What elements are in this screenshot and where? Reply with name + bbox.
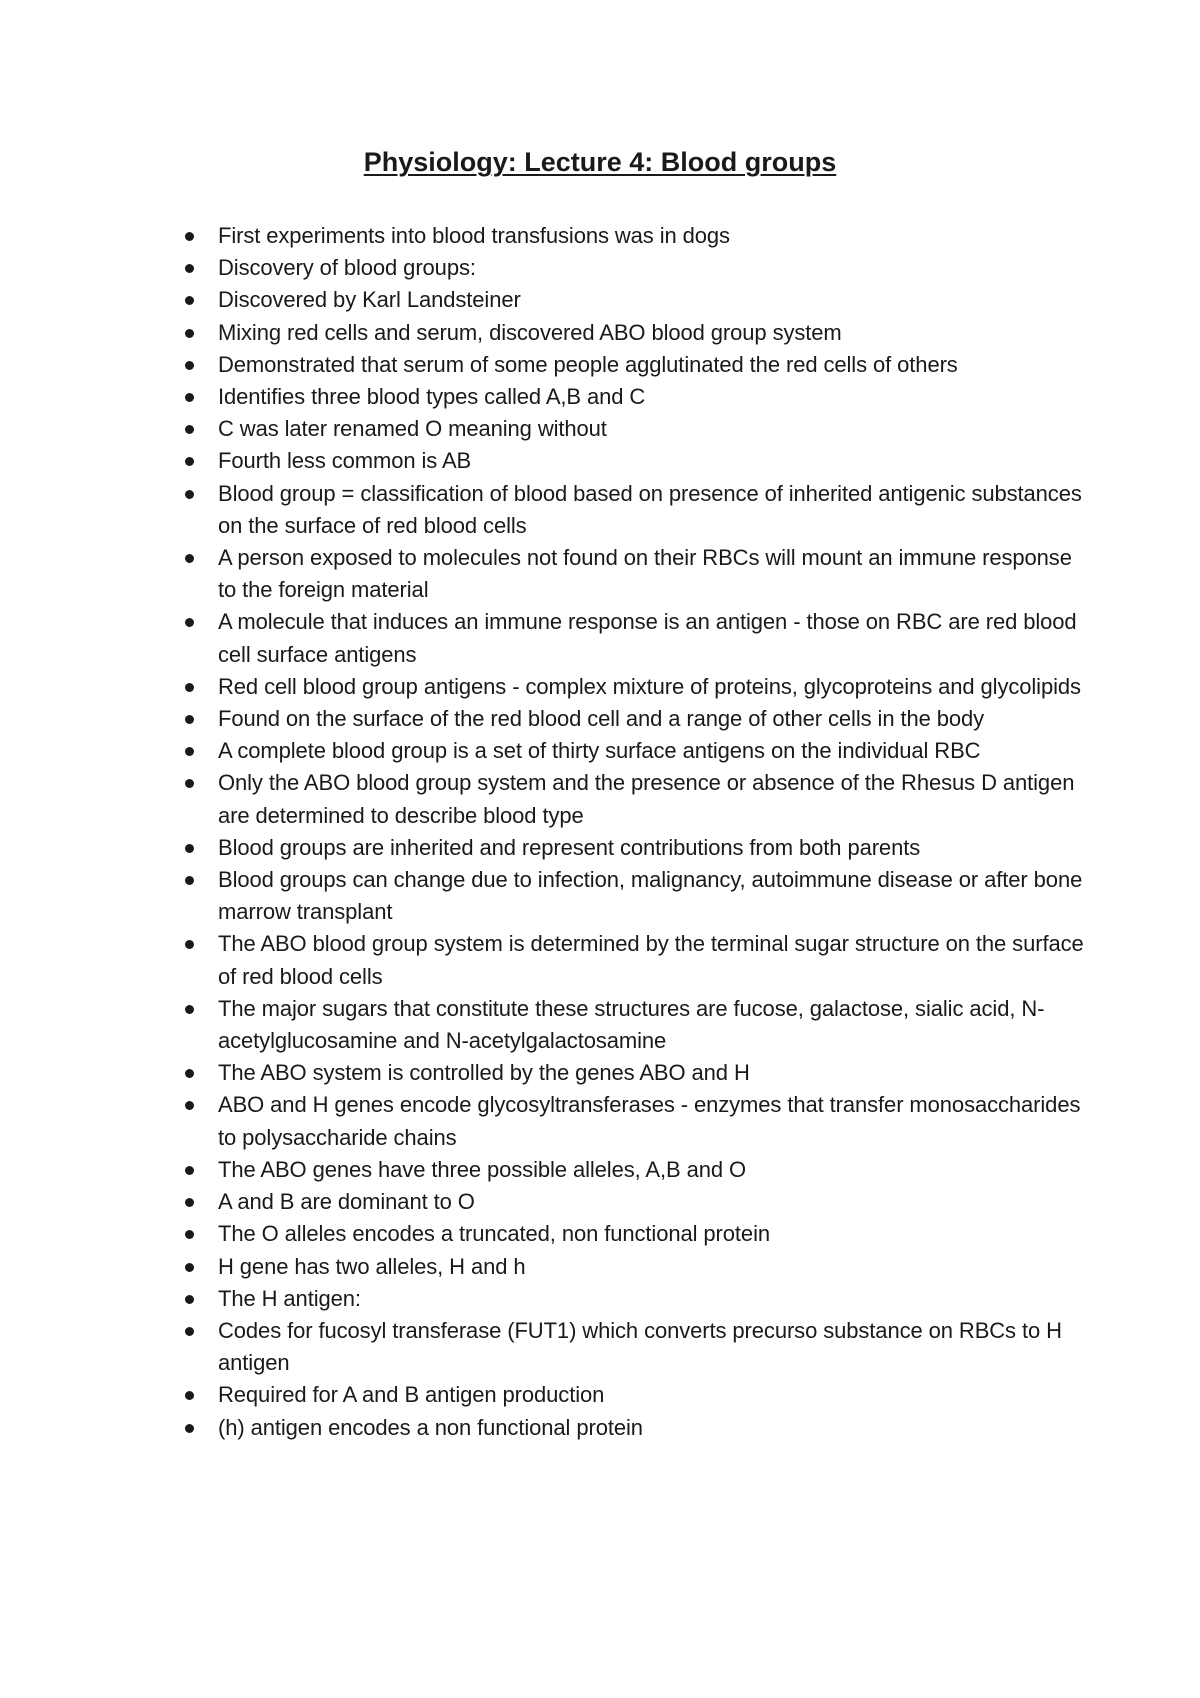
list-item: Only the ABO blood group system and the presence or absence of the Rhesus D antigen are determined to describe blood type xyxy=(185,767,1085,831)
page-title xyxy=(0,145,1200,179)
list-item: Discovered by Karl Landsteiner xyxy=(185,284,1085,316)
list-item: Blood groups can change due to infection, malignancy, autoimmune disease or after bone marrow transplant xyxy=(185,864,1085,928)
list-item: Fourth less common is AB xyxy=(185,445,1085,477)
bullet-list xyxy=(185,220,1085,1444)
list-item: The ABO genes have three possible alleles, A,B and O xyxy=(185,1154,1085,1186)
list-item: Required for A and B antigen production xyxy=(185,1379,1085,1411)
list-item: C was later renamed O meaning without xyxy=(185,413,1085,445)
list-item: First experiments into blood transfusions was in dogs xyxy=(185,220,1085,252)
list-item: Identifies three blood types called A,B and C xyxy=(185,381,1085,413)
list-item: Discovery of blood groups: xyxy=(185,252,1085,284)
list-item: The ABO system is controlled by the genes ABO and H xyxy=(185,1057,1085,1089)
list-item: Blood groups are inherited and represent contributions from both parents xyxy=(185,832,1085,864)
list-item: Found on the surface of the red blood cell and a range of other cells in the body xyxy=(185,703,1085,735)
page-title-text: Physiology: Lecture 4: Blood groups xyxy=(363,147,837,177)
list-item: ABO and H genes encode glycosyltransferases - enzymes that transfer monosaccharides to polysaccharide chains xyxy=(185,1089,1085,1153)
list-item: A person exposed to molecules not found on their RBCs will mount an immune response to the foreign material xyxy=(185,542,1085,606)
list-item: The major sugars that constitute these structures are fucose, galactose, sialic acid, N-acetylglucosamine and N-acetylgalactosamine xyxy=(185,993,1085,1057)
list-item: Blood group = classification of blood based on presence of inherited antigenic substances on the surface of red blood cells xyxy=(185,478,1085,542)
list-item: The O alleles encodes a truncated, non functional protein xyxy=(185,1218,1085,1250)
list-item: Codes for fucosyl transferase (FUT1) which converts precurso substance on RBCs to H antigen xyxy=(185,1315,1085,1379)
list-item: H gene has two alleles, H and h xyxy=(185,1251,1085,1283)
list-item: A and B are dominant to O xyxy=(185,1186,1085,1218)
list-item: A molecule that induces an immune response is an antigen - those on RBC are red blood cell surface antigens xyxy=(185,606,1085,670)
list-item: Demonstrated that serum of some people agglutinated the red cells of others xyxy=(185,349,1085,381)
list-item: The ABO blood group system is determined by the terminal sugar structure on the surface of red blood cells xyxy=(185,928,1085,992)
list-item: The H antigen: xyxy=(185,1283,1085,1315)
list-item: Red cell blood group antigens - complex mixture of proteins, glycoproteins and glycolipids xyxy=(185,671,1085,703)
list-item: (h) antigen encodes a non functional protein xyxy=(185,1412,1085,1444)
list-item: Mixing red cells and serum, discovered ABO blood group system xyxy=(185,317,1085,349)
list-item: A complete blood group is a set of thirty surface antigens on the individual RBC xyxy=(185,735,1085,767)
